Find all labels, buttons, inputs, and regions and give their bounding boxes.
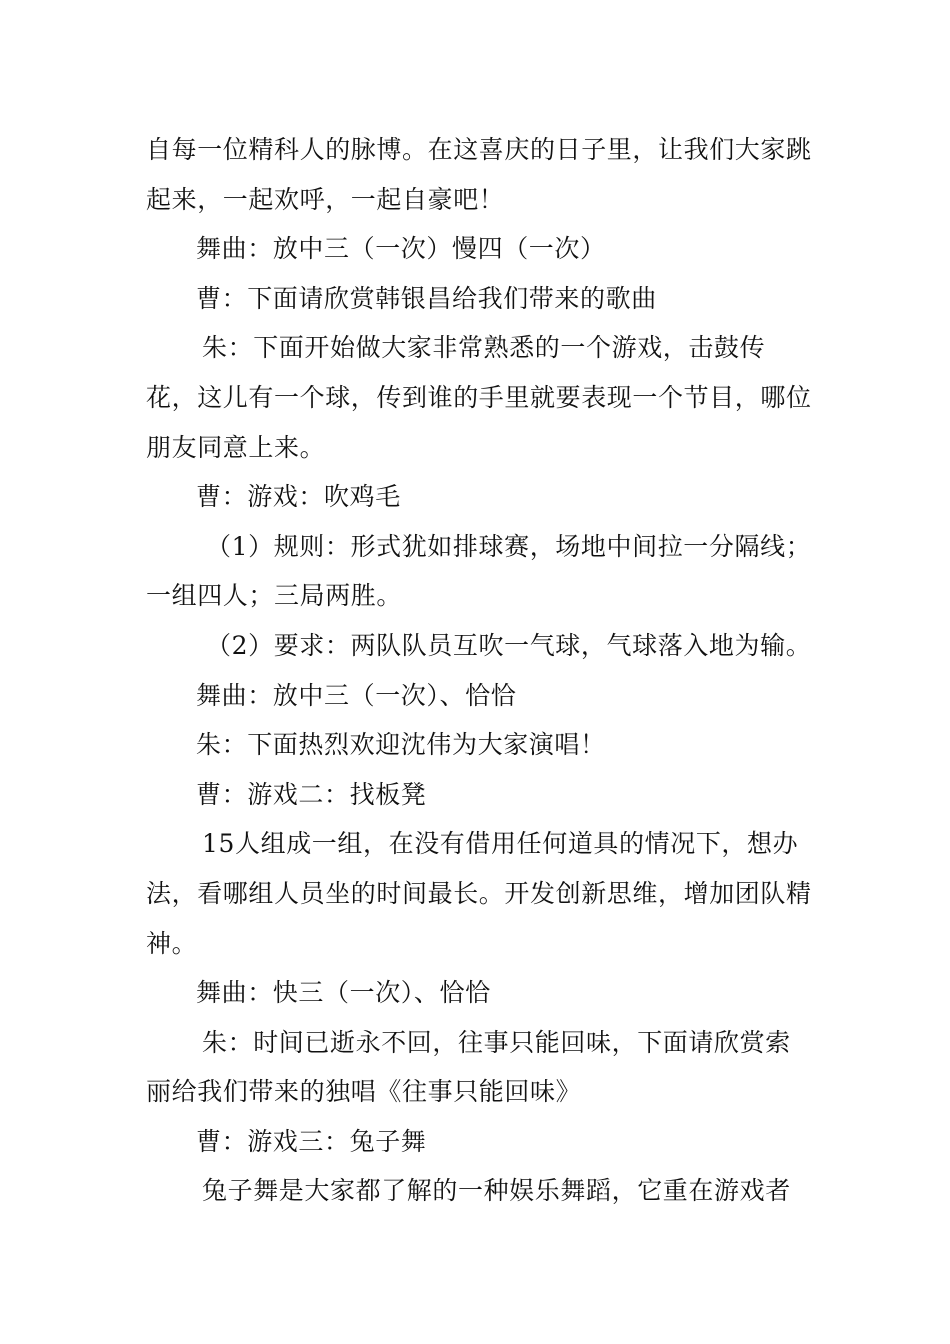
paragraph: 自每一位精科人的脉博。在这喜庆的日子里，让我们大家跳起来，一起欢呼，一起自豪吧！ <box>146 135 812 214</box>
paragraph: 15人组成一组，在没有借用任何道具的情况下，想办法，看哪组人员坐的时间最长。开发创新思维，增加团队精神。 <box>146 829 812 958</box>
paragraph: 朱：下面热烈欢迎沈伟为大家演唱！ <box>196 730 606 760</box>
paragraph: 曹：游戏：吹鸡毛 <box>196 482 401 512</box>
paragraph: 朱：下面开始做大家非常熟悉的一个游戏，击鼓传花，这儿有一个球，传到谁的手里就要表现一个节目，哪位朋友同意上来。 <box>146 333 812 462</box>
paragraph: 舞曲：放中三（一次）、恰恰 <box>196 680 517 710</box>
paragraph: （2）要求：两队队员互吹一气球，气球落入地为输。 <box>206 630 812 660</box>
paragraph: 曹：游戏二：找板凳 <box>196 779 427 809</box>
paragraph: （1）规则：形式犹如排球赛，场地中间拉一分隔线；一组四人；三局两胜。 <box>146 531 812 611</box>
paragraph: 兔子舞是大家都了解的一种娱乐舞蹈，它重在游戏者 <box>202 1176 791 1206</box>
paragraph: 舞曲：快三（一次）、恰恰 <box>196 978 491 1008</box>
paragraph: 朱：时间已逝永不回，往事只能回味，下面请欣赏索丽给我们带来的独唱《往事只能回味》 <box>146 1027 791 1107</box>
paragraph: 曹：下面请欣赏韩银昌给我们带来的歌曲 <box>196 283 657 313</box>
paragraph: 曹：游戏三：兔子舞 <box>196 1126 427 1156</box>
paragraph: 舞曲：放中三（一次）慢四（一次） <box>196 234 606 264</box>
document-body <box>146 125 816 1216</box>
